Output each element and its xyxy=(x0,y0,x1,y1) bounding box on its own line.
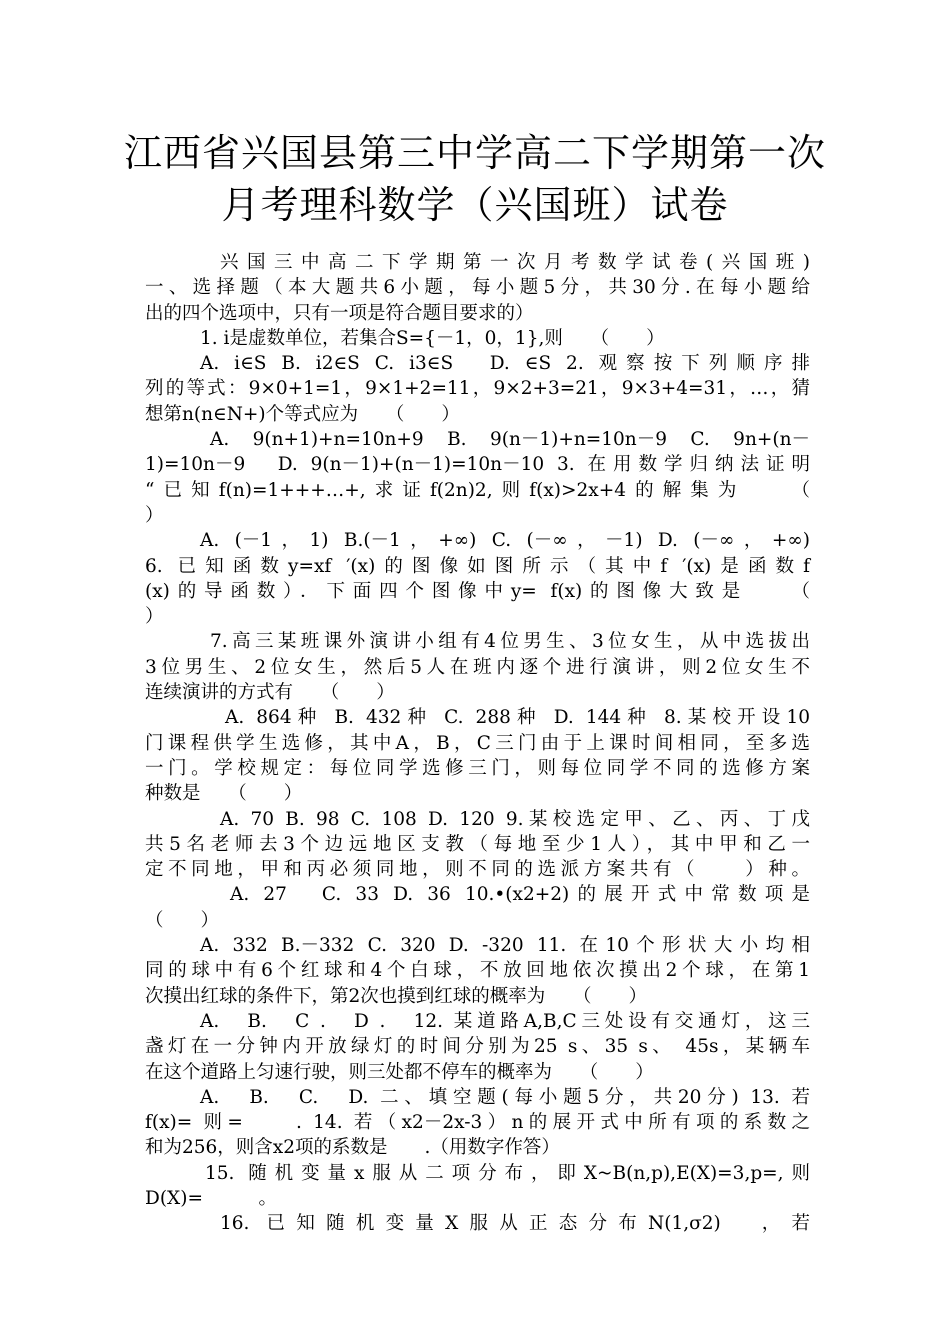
text-line: 连续演讲的方式有 （ ） xyxy=(145,682,395,704)
text-line: 定不同地，甲和丙必须同地，则不同的选派方案共有（ ）种。 xyxy=(145,859,810,881)
text-line: A. 9(n+1)+n=10n+9 B. 9(n－1)+n=10n－9 C. 9n+(n－ xyxy=(210,429,810,451)
text-line: 列的等式：9×0+1=1，9×1+2=11，9×2+3=21，9×3+4=31，…，猜 xyxy=(145,378,810,400)
text-line: 一门。学校规定：每位同学选修三门，则每位同学不同的选修方案 xyxy=(145,757,810,779)
text-line: 种数是 （ ） xyxy=(145,783,303,805)
text-line: (x)的导函数）．下面四个图像中y= f(x)的图像大致是 （ xyxy=(145,580,810,602)
text-line: A. B. C. D. 二、填空题(每小题5分，共20分) 13. 若 xyxy=(200,1086,810,1108)
text-line: 共5名老师去3个边远地区支教（每地至少1人），其中甲和乙一 xyxy=(145,833,810,855)
text-line: 1)=10n－9 D. 9(n－1)+(n－1)=10n－10 3. 在用数学归纳法证明 xyxy=(145,454,810,476)
document-title-line-1: 江西省兴国县第三中学高二下学期第一次 xyxy=(123,131,826,175)
text-line: A. B. C . D . 12. 某道路A,B,C三处设有交通灯，这三 xyxy=(200,1010,810,1032)
text-line: ） xyxy=(145,606,164,628)
text-line: A. i∈S B. i2∈S C. i3∈S D. ∈S 2. 观察按下列顺序排 xyxy=(200,353,810,375)
text-line: 一、选择题（本大题共6小题，每小题5分，共30分.在每小题给 xyxy=(145,277,810,299)
text-line: D(X)= 。 xyxy=(145,1187,277,1209)
text-line: 门课程供学生选修，其中A，B，C三门由于上课时间相同，至多选 xyxy=(145,732,810,754)
text-line: 6. 已知函数y=xf ′(x)的图像如图所示（其中f ′(x)是函数f xyxy=(145,555,810,577)
text-line: 15. 随机变量x服从二项分布，即X~B(n,p),E(X)=3,p=,则 xyxy=(205,1162,810,1184)
text-line: 7.高三某班课外演讲小组有4位男生、3位女生，从中选拔出 xyxy=(210,631,810,653)
text-line: 出的四个选项中，只有一项是符合题目要求的） xyxy=(145,302,534,324)
text-line: ） xyxy=(145,504,164,526)
text-line: “已知f(n)=1+++…+,求证f(2n)2,则f(x)>2x+4的解集为 （ xyxy=(145,479,810,501)
text-line: 1. i是虚数单位，若集合S={－1，0，1},则 （ ） xyxy=(200,327,665,349)
text-line: A. (－1，1) B.(－1，+∞) C. (－∞，－1) D. (－∞，+∞) xyxy=(200,530,810,552)
text-line: f(x)= 则= . 14. 若（x2－2x-3）n的展开式中所有项的系数之 xyxy=(145,1112,810,1134)
text-line: 3位男生、2位女生，然后5人在班内逐个进行演讲，则2位女生不 xyxy=(145,656,810,678)
text-line: A. 27 C. 33 D. 36 10.•(x2+2)的展开式中常数项是 xyxy=(230,884,810,906)
text-line: 16. 已知随机变量X服从正态分布N(1,σ2) ，若 xyxy=(220,1213,810,1235)
text-line: 盏灯在一分钟内开放绿灯的时间分别为25 s、35 s、 45s，某辆车 xyxy=(145,1036,810,1058)
text-line: A. 864种 B. 432种 C. 288种 D. 144种 8.某校开设10 xyxy=(225,707,810,729)
document-title-line-2: 月考理科数学（兴国班）试卷 xyxy=(221,183,729,227)
text-line: 想第n(n∈N+)个等式应为 （ ） xyxy=(145,403,460,425)
text-line: A. 332 B.－332 C. 320 D. -320 11. 在10个形状大小均相 xyxy=(200,935,810,957)
text-line: 兴国三中高二下学期第一次月考数学试卷(兴国班) xyxy=(220,252,810,273)
text-line: 次摸出红球的条件下，第2次也摸到红球的概率为 （ ） xyxy=(145,985,648,1007)
document-body xyxy=(145,250,810,1237)
text-line: A. 70 B. 98 C. 108 D. 120 9.某校选定甲、乙、丙、丁戊 xyxy=(220,808,810,830)
text-line: 同的球中有6个红球和4个白球，不放回地依次摸出2个球，在第1 xyxy=(145,960,810,982)
text-line: 在这个道路上匀速行驶，则三处都不停车的概率为 （ ） xyxy=(145,1061,654,1083)
text-line: （ ） xyxy=(145,909,220,931)
text-line: 和为256，则含x2项的系数是 .（用数字作答） xyxy=(145,1137,560,1159)
